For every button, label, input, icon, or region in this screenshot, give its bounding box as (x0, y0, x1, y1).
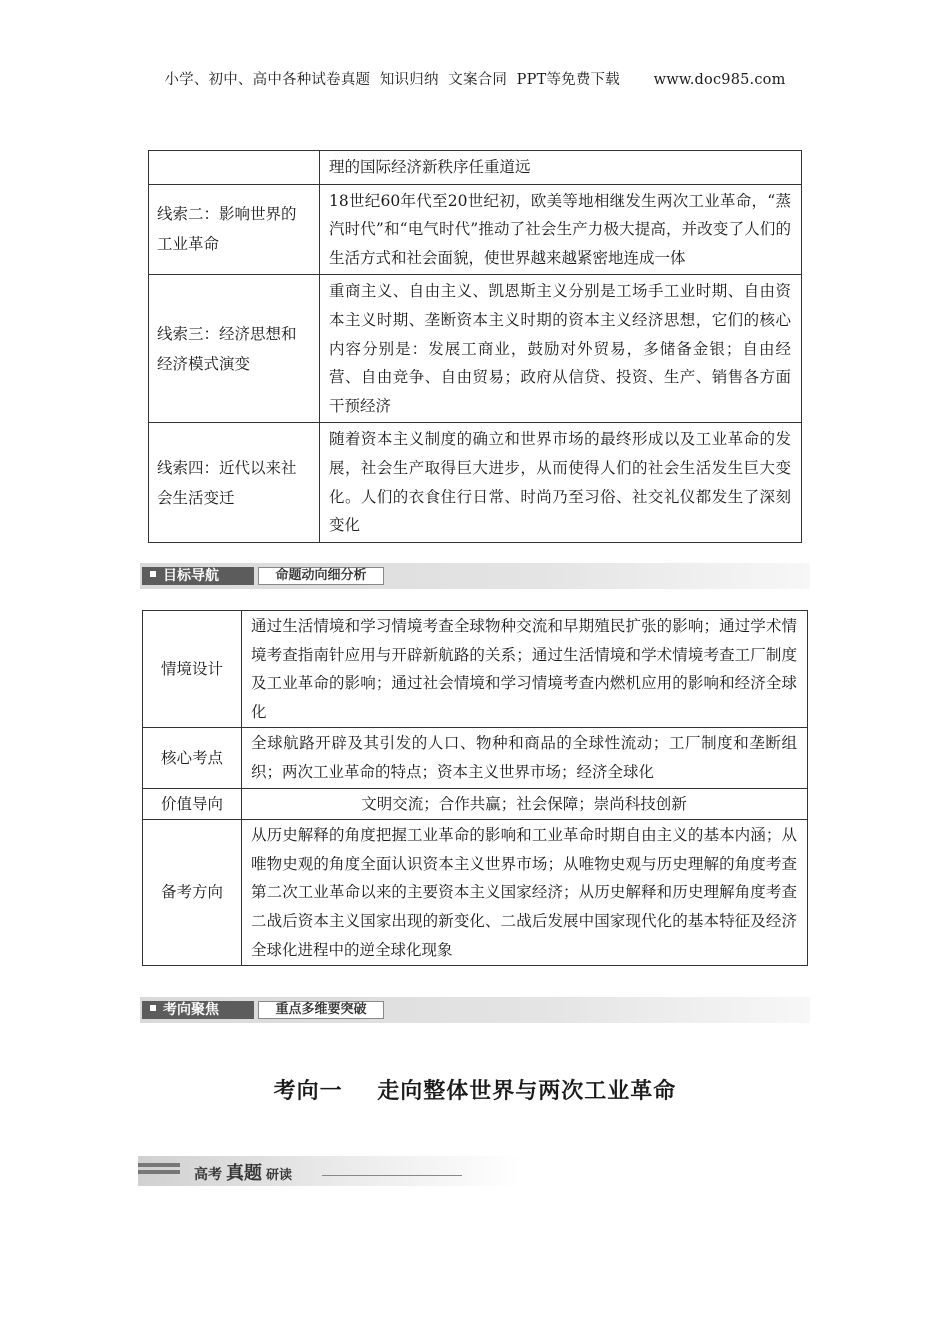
table-row (149, 275, 802, 423)
row-text: 通过生活情境和学习情境考查全球物种交流和早期殖民扩张的影响；通过学术情境考查指南针应用与开辟新航路的关系；通过生活情境和学术情境考查工厂制度及工业革命的影响；通过社会情境和学习情境考查内燃机应用的影响和经济全球化 (242, 611, 808, 728)
focus-banner-sub: 重点多维要突破 (258, 1001, 384, 1019)
goal-banner-sub: 命题动向细分析 (258, 567, 384, 585)
divider (322, 1175, 462, 1176)
table-row (143, 820, 808, 966)
row-text: 重商主义、自由主义、凯恩斯主义分别是工场手工业时期、自由资本主义时期、垄断资本主义时期的资本主义经济思想，它们的核心内容分别是：发展工商业，鼓励对外贸易，多储备金银；自由经营、自由竞争、自由贸易；政府从信贷、投资、生产、销售各方面干预经济 (320, 275, 802, 423)
row-label: 核心考点 (143, 728, 242, 788)
row-label (149, 151, 320, 185)
row-text: 文明交流；合作共赢；社会保障；崇尚科技创新 (242, 788, 808, 820)
table-row (149, 184, 802, 275)
clue-table (148, 150, 802, 543)
table-row (143, 728, 808, 788)
table-row (149, 151, 802, 185)
square-bullet-icon (150, 571, 156, 577)
row-label: 线索二：影响世界的工业革命 (149, 184, 320, 275)
page-header: 小学、初中、高中各种试卷真题 知识归纳 文案合同 PPT等免费下载 www.doc985.com (164, 72, 786, 88)
row-text: 全球航路开辟及其引发的人口、物种和商品的全球性流动；工厂制度和垄断组织；两次工业革命的特点；资本主义世界市场；经济全球化 (242, 728, 808, 788)
table-row (149, 423, 802, 542)
focus-banner-main (142, 1001, 254, 1019)
row-label: 情境设计 (143, 611, 242, 728)
row-label: 价值导向 (143, 788, 242, 820)
row-label: 线索三：经济思想和经济模式演变 (149, 275, 320, 423)
gaokao-banner-part1: 高考 (194, 1167, 222, 1183)
gaokao-banner (138, 1156, 522, 1186)
row-text: 理的国际经济新秩序任重道远 (320, 151, 802, 185)
goal-banner (140, 563, 810, 589)
gaokao-banner-part3: 研读 (266, 1168, 293, 1183)
table-row (143, 611, 808, 728)
decor-bar (138, 1163, 180, 1167)
decor-bar (138, 1170, 180, 1174)
gaokao-banner-part2: 真题 (226, 1163, 262, 1184)
goal-banner-main-text: 目标导航 (163, 568, 219, 584)
row-text: 18世纪60年代至20世纪初，欧美等地相继发生两次工业革命，“蒸汽时代”和“电气时代”推动了社会生产力极大提高，并改变了人们的生活方式和社会面貌，使世界越来越紧密地连成一体 (320, 184, 802, 275)
gaokao-banner-text (194, 1159, 292, 1185)
row-text: 随着资本主义制度的确立和世界市场的最终形成以及工业革命的发展，社会生产取得巨大进步，从而使得人们的社会生活发生巨大变化。人们的衣食住行日常、时尚乃至习俗、社交礼仪都发生了深刻变化 (320, 423, 802, 542)
focus-banner-main-text: 考向聚焦 (163, 1002, 219, 1018)
square-bullet-icon (150, 1005, 156, 1011)
goal-table (142, 610, 808, 966)
row-label: 线索四：近代以来社会生活变迁 (149, 423, 320, 542)
focus-banner (140, 997, 810, 1023)
row-label: 备考方向 (143, 820, 242, 966)
table-row (143, 788, 808, 820)
row-text: 从历史解释的角度把握工业革命的影响和工业革命时期自由主义的基本内涵；从唯物史观的角度全面认识资本主义世界市场；从唯物史观与历史理解的角度考查第二次工业革命以来的主要资本主义国家经济；从历史解释和历史理解角度考查二战后资本主义国家出现的新变化、二战后发展中国家现代化的基本特征及经济全球化进程中的逆全球化现象 (242, 820, 808, 966)
goal-banner-main (142, 567, 254, 585)
section-title: 考向一 走向整体世界与两次工业革命 (273, 1079, 677, 1104)
